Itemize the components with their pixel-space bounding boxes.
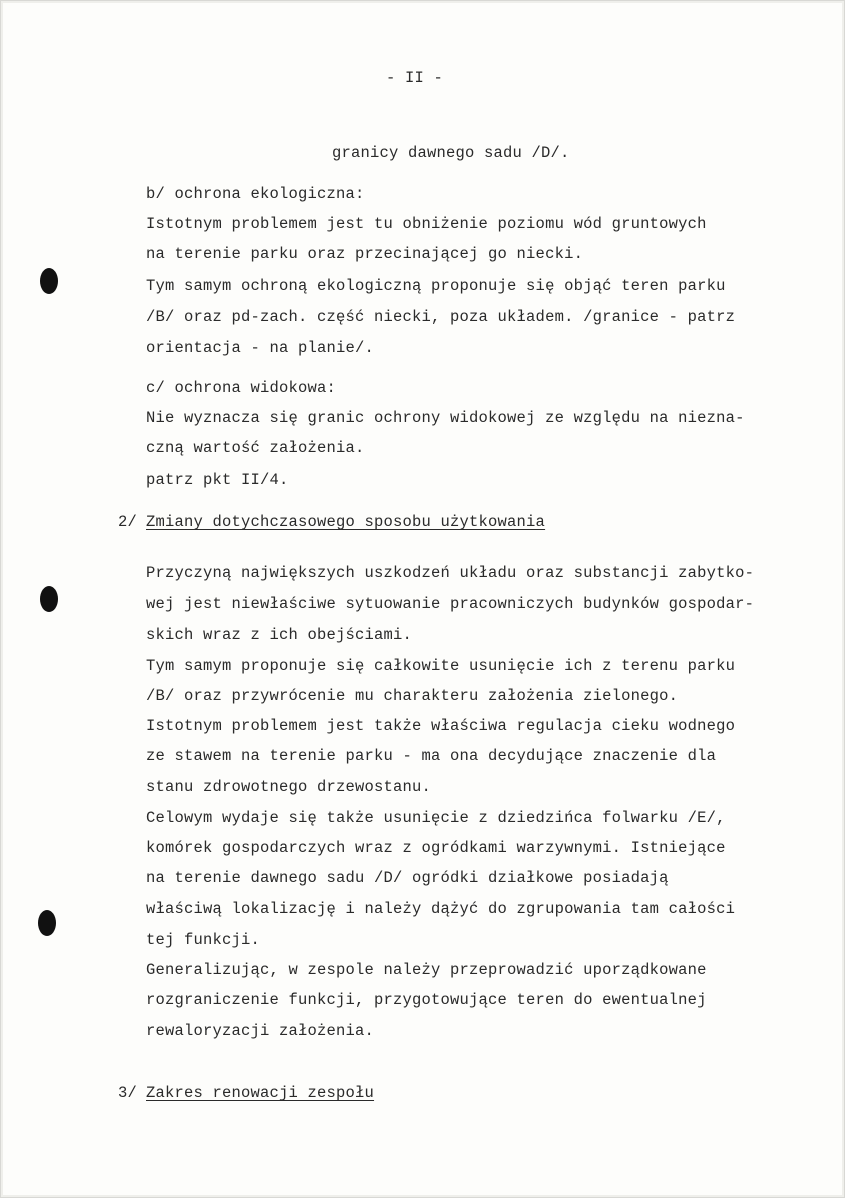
punch-hole-top — [40, 268, 58, 294]
section-3-title: Zakres renowacji zespołu — [146, 1084, 375, 1102]
text-line: Generalizując, w zespole należy przeprowadzić uporządkowane — [146, 961, 707, 979]
text-line: Tym samym ochroną ekologiczną proponuje się objąć teren parku — [146, 277, 726, 295]
text-line: granicy dawnego sadu /D/. — [332, 144, 570, 162]
text-line: tej funkcji. — [146, 931, 261, 949]
text-line: Istotnym problemem jest także właściwa regulacja cieku wodnego — [146, 717, 736, 735]
text-line: skich wraz z ich obejściami. — [146, 626, 413, 644]
section-2-title: Zmiany dotychczasowego sposobu użytkowania — [146, 513, 546, 531]
punch-hole-middle — [40, 586, 58, 612]
section-2-number: 2/ — [118, 513, 138, 531]
text-line: Przyczyną największych uszkodzeń układu oraz substancji zabytko- — [146, 564, 755, 582]
text-line: ze stawem na terenie parku - ma ona decydujące znaczenie dla — [146, 747, 717, 765]
text-line: rozgraniczenie funkcji, przygotowujące teren do ewentualnej — [146, 991, 707, 1009]
punch-hole-bottom — [38, 910, 56, 936]
text-line: komórek gospodarczych wraz z ogródkami warzywnymi. Istniejące — [146, 839, 726, 857]
text-line: /B/ oraz pd-zach. część niecki, poza układem. /granice - patrz — [146, 308, 736, 326]
text-line: /B/ oraz przywrócenie mu charakteru założenia zielonego. — [146, 687, 679, 705]
section-3-number: 3/ — [118, 1084, 138, 1102]
text-line: na terenie dawnego sadu /D/ ogródki działkowe posiadają — [146, 869, 669, 887]
text-line: Celowym wydaje się także usunięcie z dziedzińca folwarku /E/, — [146, 809, 726, 827]
page-number: - II - — [386, 69, 444, 87]
subsection-heading: c/ ochrona widokowa: — [146, 379, 337, 397]
subsection-heading: b/ ochrona ekologiczna: — [146, 185, 365, 203]
text-line: czną wartość założenia. — [146, 439, 365, 457]
text-line: właściwą lokalizację i należy dążyć do zgrupowania tam całości — [146, 900, 736, 918]
text-line: wej jest niewłaściwe sytuowanie pracowniczych budynków gospodar- — [146, 595, 755, 613]
text-line: Tym samym proponuje się całkowite usunięcie ich z terenu parku — [146, 657, 736, 675]
text-line: orientacja - na planie/. — [146, 339, 375, 357]
text-line: na terenie parku oraz przecinającej go niecki. — [146, 245, 584, 263]
text-line: patrz pkt II/4. — [146, 471, 289, 489]
text-line: stanu zdrowotnego drzewostanu. — [146, 778, 432, 796]
text-line: rewaloryzacji założenia. — [146, 1022, 375, 1040]
text-line: Nie wyznacza się granic ochrony widokowej ze względu na niezna- — [146, 409, 745, 427]
text-line: Istotnym problemem jest tu obniżenie poziomu wód gruntowych — [146, 215, 707, 233]
